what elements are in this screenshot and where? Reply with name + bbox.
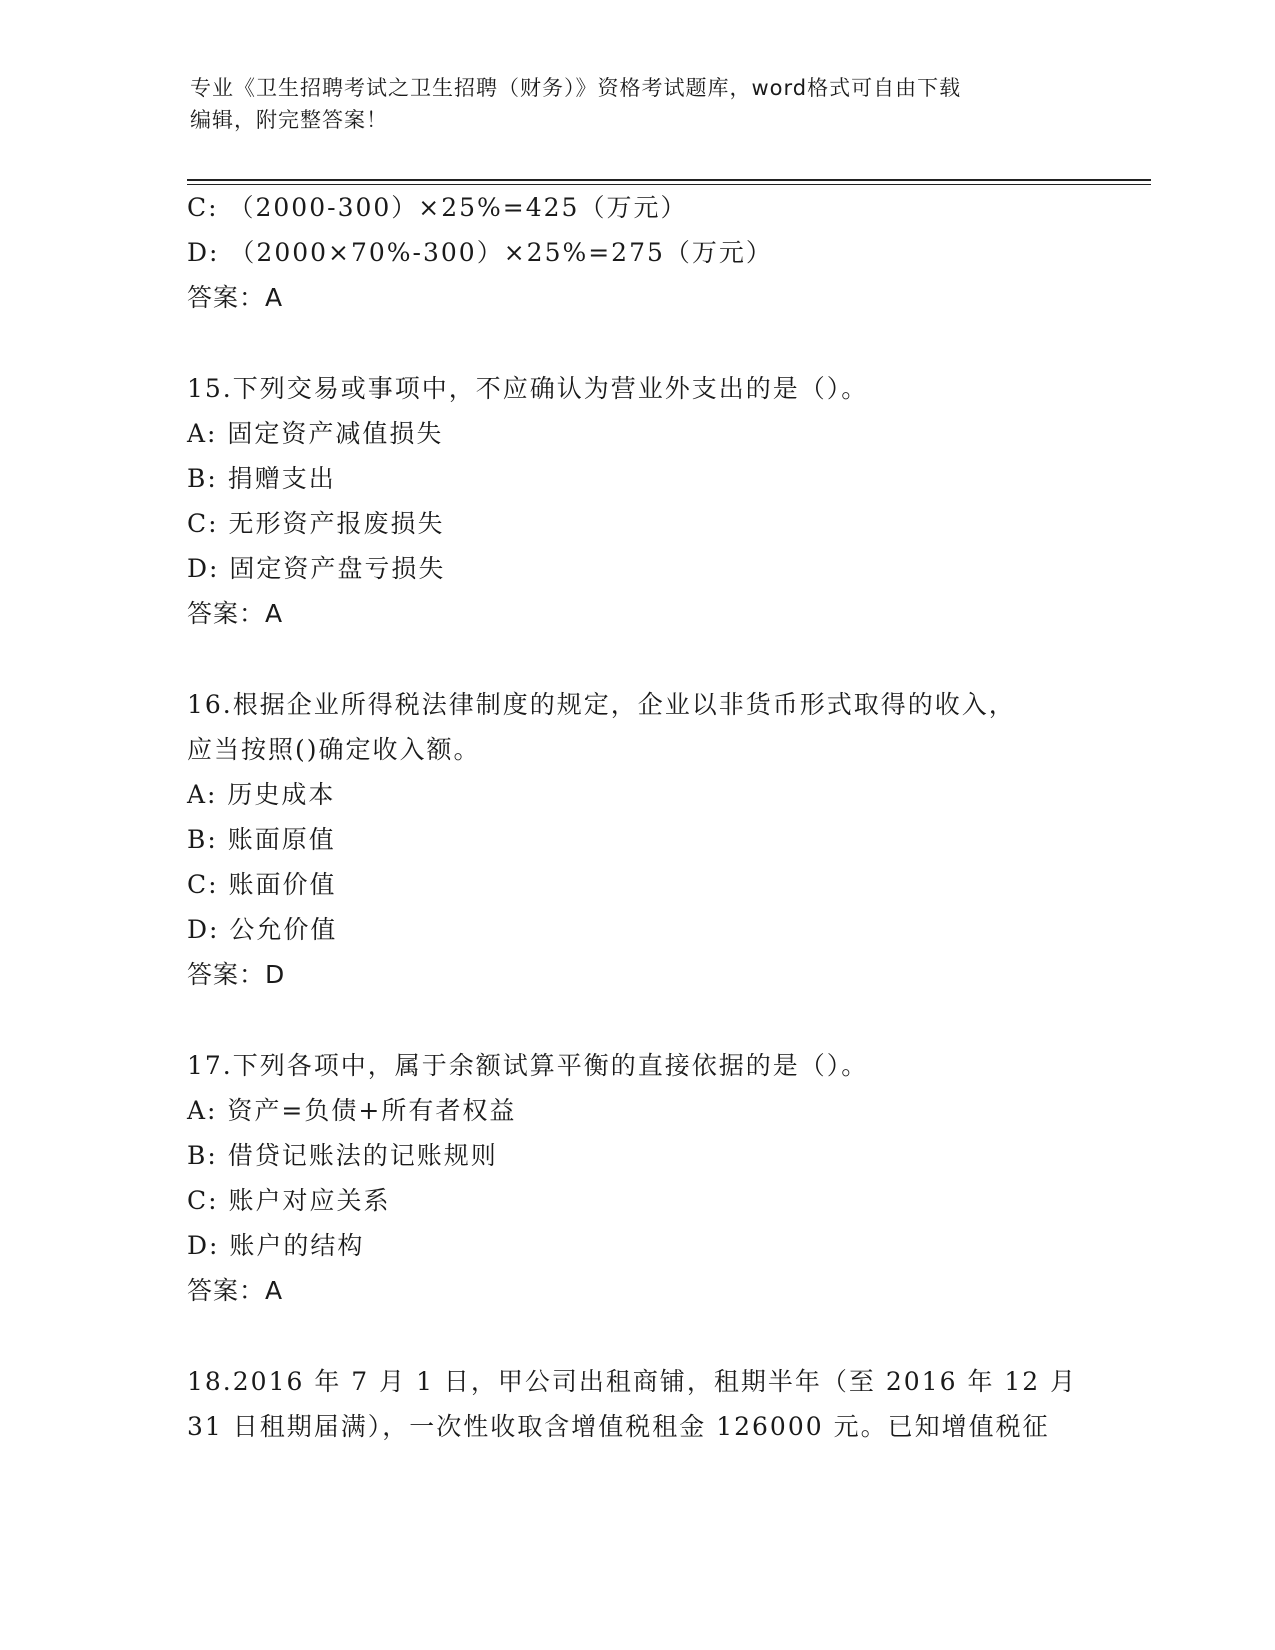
- q15-option-c: C: 无形资产报废损失: [187, 509, 445, 538]
- q16-stem-line-2: 应当按照()确定收入额。: [187, 735, 481, 764]
- q16-option-c: C: 账面价值: [187, 870, 337, 899]
- q17-option-b: B: 借贷记账法的记账规则: [187, 1141, 498, 1170]
- prev-answer: 答案：A: [187, 283, 284, 312]
- q17-option-d: D: 账户的结构: [187, 1231, 365, 1260]
- header-divider-thick: [187, 179, 1151, 181]
- q17-stem: 17.下列各项中，属于余额试算平衡的直接依据的是（）。: [187, 1051, 869, 1080]
- q17-option-c: C: 账户对应关系: [187, 1186, 391, 1215]
- header-line-1: 专业《卫生招聘考试之卫生招聘（财务）》资格考试题库，word格式可自由下载: [190, 76, 962, 100]
- q16-stem-line-1: 16.根据企业所得税法律制度的规定，企业以非货币形式取得的收入，: [187, 690, 1016, 719]
- q16-option-b: B: 账面原值: [187, 825, 336, 854]
- q16-answer: 答案：D: [187, 960, 286, 989]
- prev-option-d: D: （2000×70%-300）×25%=275（万元）: [187, 238, 773, 267]
- header-line-2: 编辑，附完整答案！: [190, 108, 388, 132]
- q15-option-d: D: 固定资产盘亏损失: [187, 554, 446, 583]
- q16-option-d: D: 公允价值: [187, 915, 338, 944]
- q15-answer: 答案：A: [187, 599, 284, 628]
- header-divider-thin: [187, 184, 1151, 185]
- q18-stem-line-1: 18.2016 年 7 月 1 日，甲公司出租商铺，租期半年（至 2016 年 12 月: [187, 1367, 1078, 1396]
- q17-option-a: A: 资产=负债+所有者权益: [187, 1096, 517, 1125]
- q18-stem-line-2: 31 日租期届满），一次性收取含增值税租金 126000 元。已知增值税征: [187, 1412, 1050, 1441]
- q15-option-b: B: 捐赠支出: [187, 464, 336, 493]
- page-header: [190, 72, 1090, 136]
- q17-answer: 答案：A: [187, 1276, 284, 1305]
- q15-option-a: A: 固定资产减值损失: [187, 419, 444, 448]
- prev-option-c: C: （2000-300）×25%=425（万元）: [187, 193, 688, 222]
- q16-option-a: A: 历史成本: [187, 780, 336, 809]
- q15-stem: 15.下列交易或事项中，不应确认为营业外支出的是（）。: [187, 374, 869, 403]
